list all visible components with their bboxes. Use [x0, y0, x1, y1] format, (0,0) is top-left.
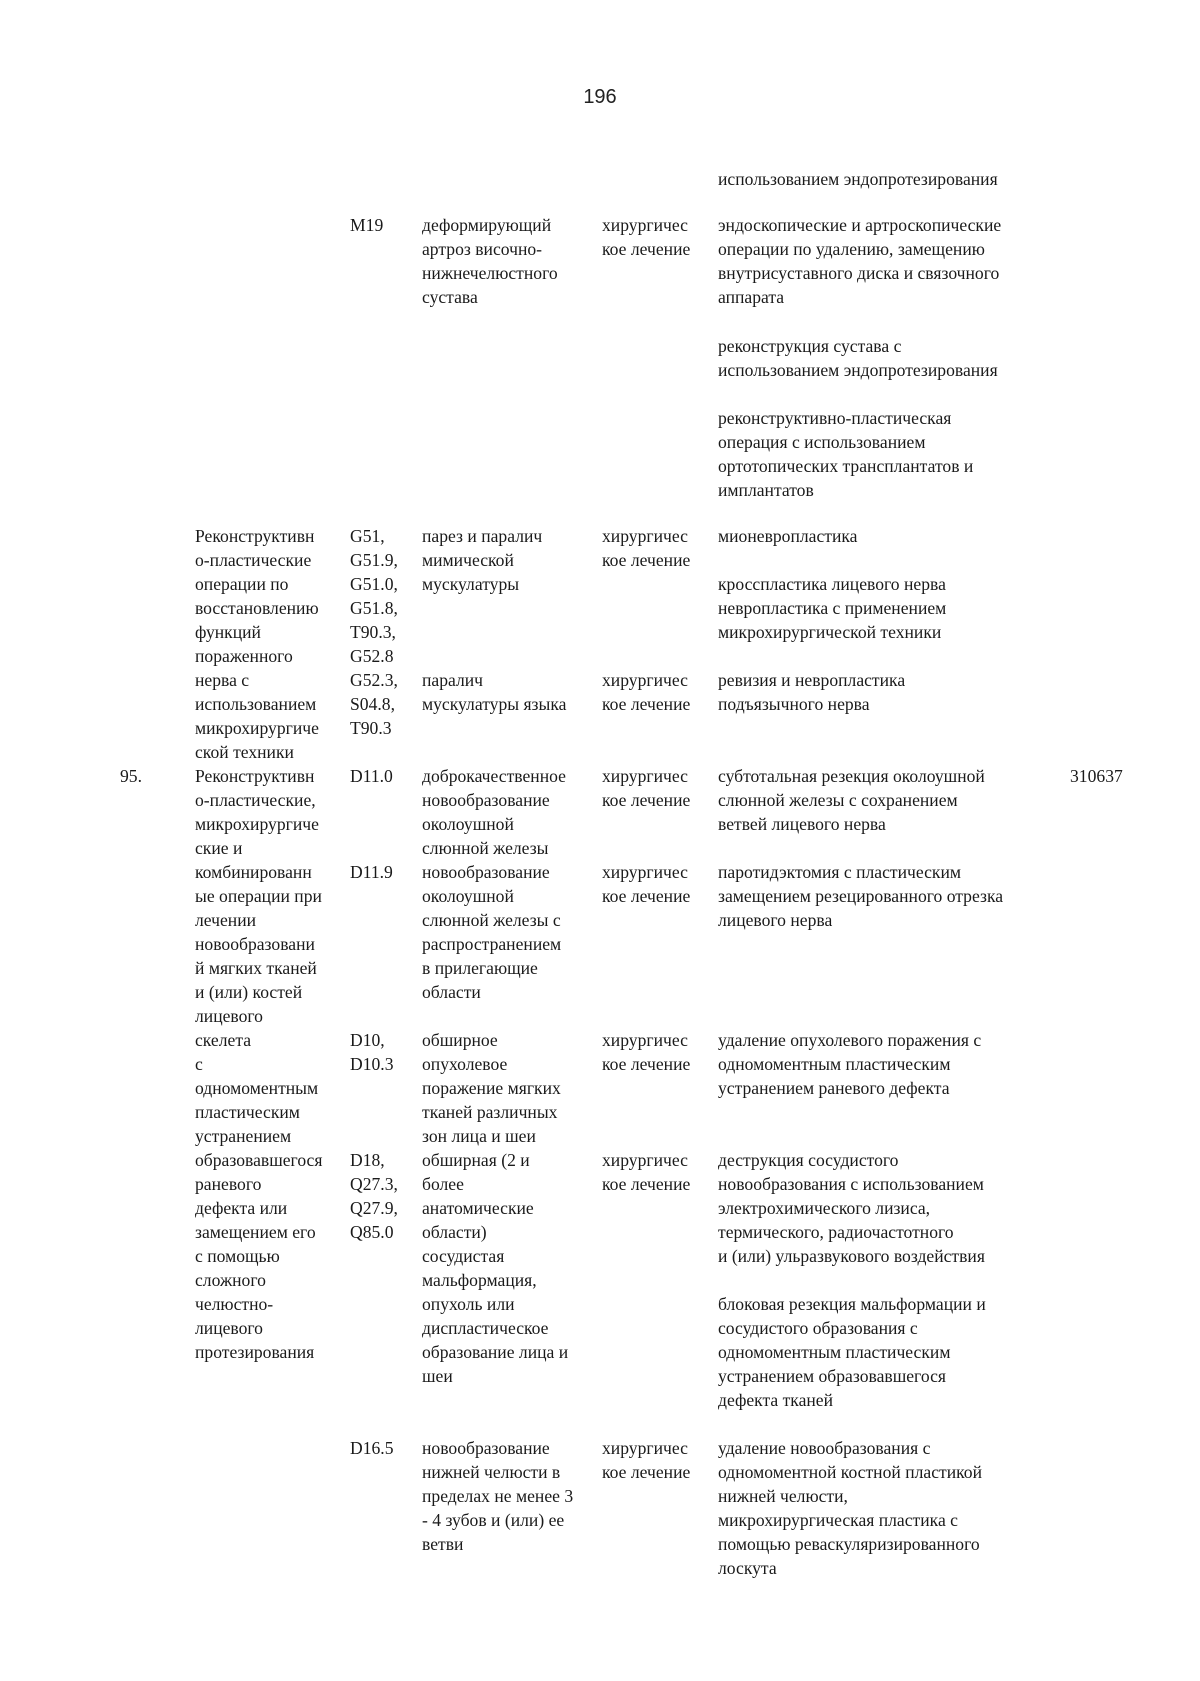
diagnosis-cell: новообразование нижней челюсти в пределах не менее 3 - 4 зубов и (или) ее ветви — [422, 1438, 574, 1554]
method-cell: использованием эндопротезирования — [718, 169, 998, 189]
code-cell: D11.9 — [350, 862, 393, 882]
procedure-name-cell: Реконструктивн о-пластические операции по восстановлению функций пораженного нерва с использованием микрохирургиче ской техники — [195, 526, 319, 762]
method-cell: блоковая резекция мальформации и сосудистого образования с одномоментным пластическим устранением образовавшегося дефекта тканей — [718, 1294, 986, 1410]
cost-cell: 310637 — [1070, 766, 1123, 786]
page-number: 196 — [583, 86, 617, 108]
code-cell: M19 — [350, 215, 384, 235]
treatment-type-cell: хирургичес кое лечение — [602, 1438, 691, 1482]
treatment-type-cell: хирургичес кое лечение — [602, 1150, 691, 1194]
row-number: 95. — [120, 766, 142, 786]
method-cell: реконструкция сустава с использованием эндопротезирования — [718, 336, 998, 380]
method-cell: удаление опухолевого поражения с одномоментным пластическим устранением раневого дефекта — [718, 1030, 982, 1098]
method-cell: деструкция сосудистого новообразования с использованием электрохимического лизиса, термического, радиочастотного и (или) ульразвукового воздействия — [718, 1150, 985, 1266]
treatment-type-cell: хирургичес кое лечение — [602, 670, 691, 714]
diagnosis-cell: обширное опухолевое поражение мягких тканей различных зон лица и шеи — [422, 1030, 561, 1146]
method-cell: эндоскопические и артроскопические операции по удалению, замещению внутрисуставного диска и связочного аппарата — [718, 215, 1002, 307]
treatment-type-cell: хирургичес кое лечение — [602, 862, 691, 906]
diagnosis-cell: парез и паралич мимической мускулатуры — [422, 526, 543, 594]
method-cell: кросспластика лицевого нерва невропластика с применением микрохирургической техники — [718, 574, 947, 642]
diagnosis-cell: паралич мускулатуры языка — [422, 670, 567, 714]
method-cell: мионевропластика — [718, 526, 858, 546]
method-cell: удаление новообразования с одномоментной костной пластикой нижней челюсти, микрохирургическая пластика с помощью реваскуляризированного лоскута — [718, 1438, 982, 1578]
code-cell: D16.5 — [350, 1438, 394, 1458]
code-cell: D10, D10.3 — [350, 1030, 394, 1074]
treatment-type-cell: хирургичес кое лечение — [602, 766, 691, 810]
treatment-type-cell: хирургичес кое лечение — [602, 215, 691, 259]
procedure-name-cell: Реконструктивн о-пластические, микрохирургиче ские и комбинированн ые операции при лечении новообразовани й мягких тканей и (или) костей лицевого скелета с одномоментным пластическим устранением образовавшегося раневого дефекта или замещением его с помощью сложного челюстно- лицевого протезирования — [195, 766, 323, 1362]
diagnosis-cell: доброкачественное новообразование околоушной слюнной железы — [422, 766, 566, 858]
diagnosis-cell: новообразование околоушной слюнной железы с распространением в прилегающие области — [422, 862, 562, 1002]
method-cell: реконструктивно-пластическая операция с использованием ортотопических трансплантатов и имплантатов — [718, 408, 974, 500]
method-cell: субтотальная резекция околоушной слюнной железы с сохранением ветвей лицевого нерва — [718, 766, 985, 834]
code-cell: D11.0 — [350, 766, 393, 786]
treatment-type-cell: хирургичес кое лечение — [602, 526, 691, 570]
code-cell: D18, Q27.3, Q27.9, Q85.0 — [350, 1150, 398, 1242]
diagnosis-cell: обширная (2 и более анатомические области) сосудистая мальформация, опухоль или диспластическое образование лица и шеи — [422, 1150, 569, 1386]
method-cell: ревизия и невропластика подъязычного нерва — [718, 670, 906, 714]
code-cell: G52.3, S04.8, T90.3 — [350, 670, 398, 738]
treatment-type-cell: хирургичес кое лечение — [602, 1030, 691, 1074]
diagnosis-cell: деформирующий артроз височно- нижнечелюстного сустава — [422, 215, 558, 307]
method-cell: паротидэктомия с пластическим замещением резецированного отрезка лицевого нерва — [718, 862, 1004, 930]
code-cell: G51, G51.9, G51.0, G51.8, T90.3, G52.8 — [350, 526, 398, 666]
